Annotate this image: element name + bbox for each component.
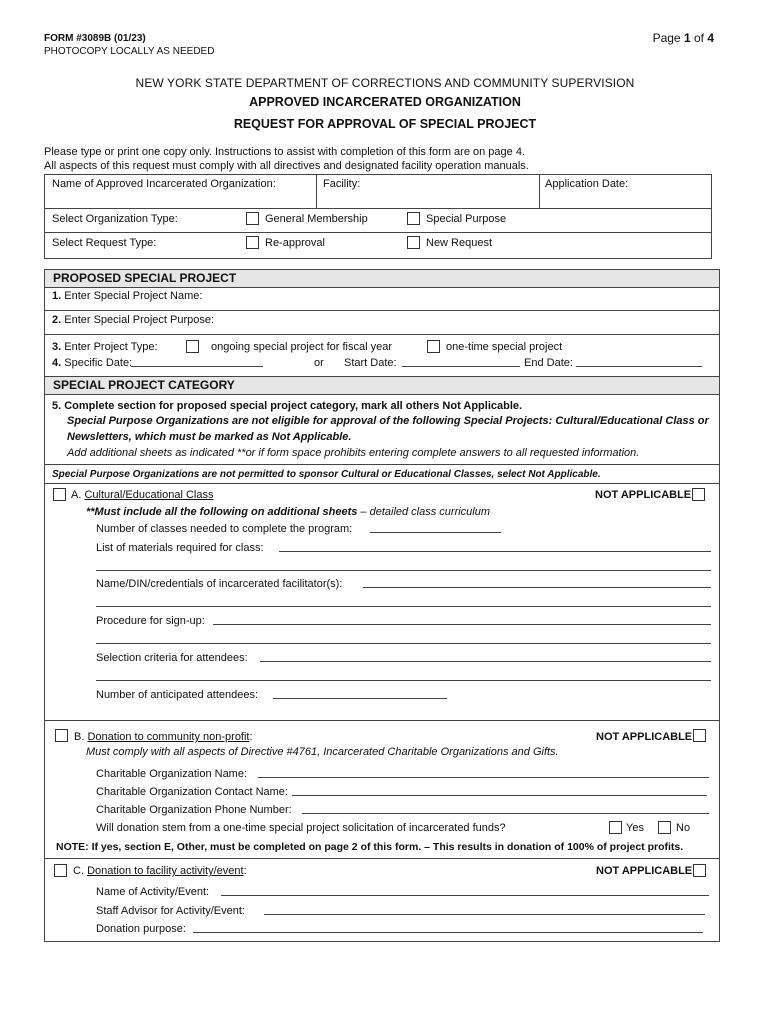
- q4-label: Specific Date:: [64, 357, 133, 369]
- onetime-label: one-time special project: [446, 341, 563, 353]
- section-a-letter: A.: [71, 489, 82, 501]
- section-b-note: NOTE: If yes, section E, Other, must be completed on page 2 of this form. – This results in donation of 100% of project profits.: [56, 841, 684, 853]
- yes-label: Yes: [626, 822, 644, 834]
- charity-name-field[interactable]: [258, 767, 709, 778]
- signup-field-1[interactable]: [213, 614, 711, 625]
- no-label: No: [676, 822, 691, 834]
- q1-label: Enter Special Project Name:: [64, 290, 203, 302]
- q4: [52, 357, 132, 369]
- ongoing-label: ongoing special project for fiscal year: [211, 341, 392, 353]
- section-c-letter: C.: [73, 865, 84, 877]
- directive-note: Must comply with all aspects of Directive #4761, Incarcerated Charitable Organizations and Gifts.: [86, 746, 559, 758]
- staff-advisor-field[interactable]: [264, 904, 705, 915]
- start-date-label: Start Date:: [344, 357, 397, 369]
- section-b-checkbox[interactable]: [55, 729, 68, 742]
- form-number: FORM #3089B (01/23): [44, 33, 146, 44]
- criteria-field-2[interactable]: [96, 670, 711, 681]
- num-classes-field[interactable]: [370, 522, 501, 533]
- must-include-tail: – detailed class curriculum: [357, 506, 491, 518]
- materials-field-2[interactable]: [96, 560, 711, 571]
- form-title-1: APPROVED INCARCERATED ORGANIZATION: [249, 95, 521, 109]
- intro-line-2: All aspects of this request must comply with all directives and designated facility operation manuals.: [44, 160, 529, 172]
- specific-date-field[interactable]: [131, 356, 263, 367]
- photocopy-note: PHOTOCOPY LOCALLY AS NEEDED: [44, 46, 215, 57]
- general-membership-checkbox[interactable]: [246, 212, 259, 225]
- section-b-title: [74, 731, 253, 743]
- q3-label: Enter Project Type:: [64, 341, 158, 353]
- section-c-title: [73, 865, 247, 877]
- end-date-field[interactable]: [576, 356, 702, 367]
- q2: [52, 314, 214, 326]
- intro-line-1: Please type or print one copy only. Instructions to assist with completion of this form are on page 4.: [44, 146, 525, 158]
- q3: [52, 341, 158, 353]
- page-current: 1: [683, 31, 691, 45]
- section-a-na-checkbox[interactable]: [692, 488, 705, 501]
- facilitators-label: Name/DIN/credentials of incarcerated facilitator(s):: [96, 578, 343, 590]
- criteria-label: Selection criteria for attendees:: [96, 652, 248, 664]
- charity-phone-label: Charitable Organization Phone Number:: [96, 804, 292, 816]
- section-a-must-include: [86, 506, 490, 518]
- charity-name-label: Charitable Organization Name:: [96, 768, 248, 780]
- org-type-label: Select Organization Type:: [52, 213, 178, 225]
- section-b-title-text: Donation to community non-profit: [87, 731, 250, 743]
- section-b-colon: :: [249, 731, 253, 743]
- start-date-field[interactable]: [402, 356, 520, 367]
- org-name-label: Name of Approved Incarcerated Organization:: [52, 178, 276, 190]
- section-a-checkbox[interactable]: [53, 488, 66, 501]
- new-request-label: New Request: [426, 237, 493, 249]
- q3-num: 3.: [52, 341, 62, 353]
- q1-num: 1.: [52, 290, 62, 302]
- signup-label: Procedure for sign-up:: [96, 615, 205, 627]
- ongoing-checkbox[interactable]: [186, 340, 199, 353]
- num-attendees-field[interactable]: [273, 688, 447, 699]
- activity-name-label: Name of Activity/Event:: [96, 886, 210, 898]
- q5-line-3: Newsletters, which must be marked as Not Applicable.: [67, 431, 352, 443]
- page-of: of: [690, 31, 708, 45]
- no-checkbox[interactable]: [658, 821, 671, 834]
- special-purpose-label: Special Purpose: [426, 213, 507, 225]
- reapproval-checkbox[interactable]: [246, 236, 259, 249]
- general-membership-label: General Membership: [265, 213, 368, 225]
- materials-field-1[interactable]: [279, 541, 711, 552]
- q2-label: Enter Special Project Purpose:: [64, 314, 215, 326]
- section-c-colon: :: [243, 865, 247, 877]
- charity-contact-field[interactable]: [292, 785, 707, 796]
- criteria-field-1[interactable]: [260, 651, 711, 662]
- category-heading: SPECIAL PROJECT CATEGORY: [45, 377, 719, 394]
- new-request-checkbox[interactable]: [407, 236, 420, 249]
- donation-question: Will donation stem from a one-time special project solicitation of incarcerated funds?: [96, 822, 506, 834]
- q5-line-1: 5. Complete section for proposed special project category, mark all others Not Applicable.: [52, 400, 523, 412]
- end-date-label: End Date:: [524, 357, 573, 369]
- section-b-na-checkbox[interactable]: [693, 729, 706, 742]
- q1: [52, 290, 202, 302]
- page-number: [653, 31, 714, 45]
- form-header: [44, 32, 214, 58]
- donation-purpose-label: Donation purpose:: [96, 923, 186, 935]
- facilitators-field-2[interactable]: [96, 596, 711, 607]
- signup-field-2[interactable]: [96, 633, 711, 644]
- section-c-title-text: Donation to facility activity/event: [87, 865, 244, 877]
- request-type-label: Select Request Type:: [52, 237, 157, 249]
- section-b-not-applicable: NOT APPLICABLE: [596, 731, 693, 743]
- reapproval-label: Re-approval: [265, 237, 325, 249]
- form-title-2: REQUEST FOR APPROVAL OF SPECIAL PROJECT: [233, 117, 537, 131]
- q5-line-4: Add additional sheets as indicated **or if form space prohibits entering complete answers to all requested information.: [67, 447, 640, 459]
- donation-purpose-field[interactable]: [193, 922, 703, 933]
- q4-num: 4.: [52, 357, 62, 369]
- section-c-na-checkbox[interactable]: [693, 864, 706, 877]
- page-prefix: Page: [652, 31, 684, 45]
- q5-line-2: Special Purpose Organizations are not eligible for approval of the following Special Projects: Cultural/Educational Class or: [67, 415, 709, 427]
- section-a-title: [71, 489, 213, 501]
- onetime-checkbox[interactable]: [427, 340, 440, 353]
- section-b-letter: B.: [74, 731, 85, 743]
- or-label: or: [314, 357, 324, 369]
- num-attendees-label: Number of anticipated attendees:: [96, 689, 259, 701]
- intro-text: [44, 145, 529, 173]
- application-date-label: Application Date:: [545, 178, 629, 190]
- facilitators-field-1[interactable]: [363, 577, 711, 588]
- staff-advisor-label: Staff Advisor for Activity/Event:: [96, 905, 245, 917]
- department-title: NEW YORK STATE DEPARTMENT OF CORRECTIONS AND COMMUNITY SUPERVISION: [135, 76, 635, 90]
- section-c-not-applicable: NOT APPLICABLE: [596, 865, 693, 877]
- section-a-title-text: Cultural/Educational Class: [84, 489, 214, 501]
- activity-name-field[interactable]: [221, 885, 709, 896]
- special-purpose-checkbox[interactable]: [407, 212, 420, 225]
- must-include-bold: **Must include all the following on additional sheets: [86, 506, 358, 518]
- section-a-not-applicable: NOT APPLICABLE: [595, 489, 692, 501]
- charity-contact-label: Charitable Organization Contact Name:: [96, 786, 288, 798]
- num-classes-label: Number of classes needed to complete the program:: [96, 523, 353, 535]
- facility-label: Facility:: [323, 178, 361, 190]
- yes-checkbox[interactable]: [609, 821, 622, 834]
- proposed-project-heading: PROPOSED SPECIAL PROJECT: [45, 270, 719, 287]
- materials-label: List of materials required for class:: [96, 542, 264, 554]
- page-total: 4: [707, 31, 714, 45]
- q2-num: 2.: [52, 314, 62, 326]
- section-c-checkbox[interactable]: [54, 864, 67, 877]
- charity-phone-field[interactable]: [302, 803, 709, 814]
- special-purpose-note: Special Purpose Organizations are not permitted to sponsor Cultural or Educational Classes, select Not Applicable.: [52, 469, 601, 480]
